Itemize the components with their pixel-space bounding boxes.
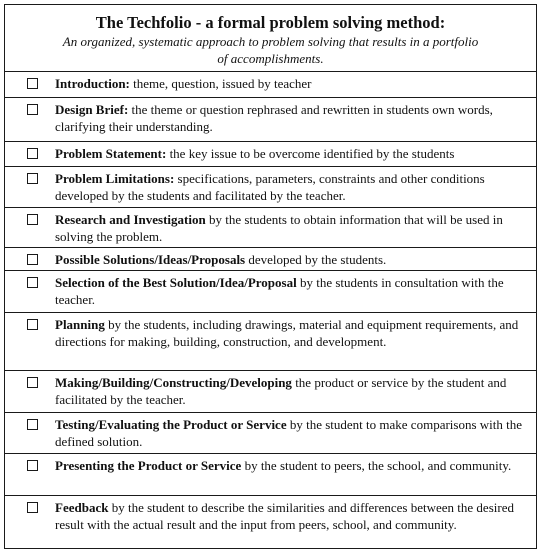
step-lead: Planning [55,317,105,332]
step-text: by the students to obtain information that will be used in solving the problem. [55,212,503,244]
step-row-presenting [5,454,536,496]
step-row-selection [5,271,536,313]
step-checkbox[interactable] [27,78,38,89]
step-checkbox[interactable] [27,254,38,265]
step-lead: Problem Statement: [55,146,167,161]
step-checkbox[interactable] [27,460,38,471]
step-row-testing [5,413,536,454]
step-text: by the student to peers, the school, and community. [241,458,512,473]
step-checkbox[interactable] [27,173,38,184]
step-lead: Possible Solutions/Ideas/Proposals [55,252,246,267]
step-lead: Feedback [55,500,109,515]
step-row-problem-limitations [5,167,536,208]
step-lead: Testing/Evaluating the Product or Service [55,417,287,432]
step-text: by the student to make comparisons with the defined solution. [55,417,523,449]
step-text: the key issue to be overcome identified by the students [166,146,455,161]
step-lead: Problem Limitations: [55,171,175,186]
step-checkbox[interactable] [27,419,38,430]
page-title: The Techfolio - a formal problem solving method: [95,13,446,32]
step-text: the product or service by the student and facilitated by the teacher. [55,375,507,407]
step-checkbox[interactable] [27,277,38,288]
step-lead: Design Brief: [55,102,129,117]
step-row-introduction [5,72,536,98]
step-text: by the students, including drawings, material and equipment requirements, and directions for making, building, construction, and development. [55,317,519,349]
step-checkbox[interactable] [27,502,38,513]
step-text: by the students in consultation with the teacher. [55,275,504,307]
step-row-planning [5,313,536,371]
step-checkbox[interactable] [27,319,38,330]
step-checkbox[interactable] [27,214,38,225]
page-subtitle: An organized, systematic approach to problem solving that results in a portfolio of accomplishments. [62,34,479,66]
step-row-research [5,208,536,248]
step-row-design-brief [5,98,536,142]
step-text: by the student to describe the similarities and differences between the desired result with the actual result and the input from peers, school, and community. [55,500,514,532]
step-lead: Research and Investigation [55,212,206,227]
step-text: the theme or question rephrased and rewritten in students own words, clarifying their understanding. [55,102,493,134]
step-lead: Presenting the Product or Service [55,458,242,473]
step-lead: Selection of the Best Solution/Idea/Proposal [55,275,297,290]
document-header [5,5,536,72]
step-checkbox[interactable] [27,148,38,159]
step-text: specifications, parameters, constraints and other conditions developed by the students and facilitated by the teacher. [55,171,485,203]
step-text: developed by the students. [245,252,387,267]
step-text: theme, question, issued by teacher [129,76,312,91]
step-row-problem-statement [5,142,536,167]
techfolio-checklist [4,4,537,549]
step-row-making [5,371,536,413]
step-row-possible-solutions [5,248,536,271]
step-row-feedback [5,496,536,552]
step-checkbox[interactable] [27,377,38,388]
step-checkbox[interactable] [27,104,38,115]
step-lead: Introduction: [55,76,130,91]
step-lead: Making/Building/Constructing/Developing [55,375,292,390]
